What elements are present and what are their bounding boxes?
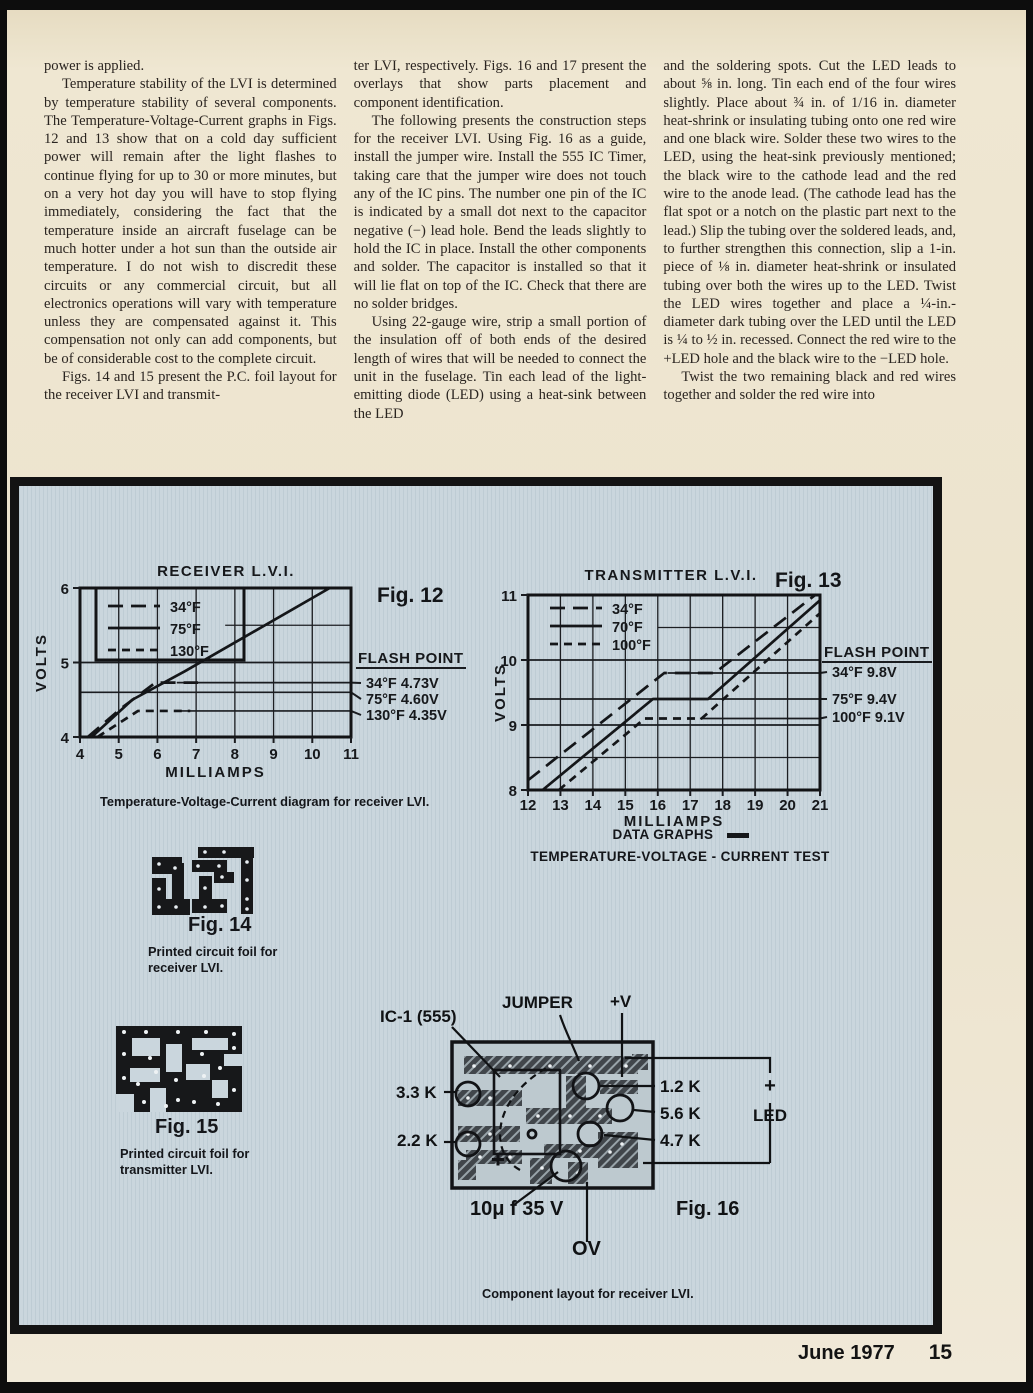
r56-label: 5.6 K <box>660 1104 701 1123</box>
paragraph: The following presents the construction steps for the receiver LVI. Using Fig. 16 as a guide, install the jumper wire. Install the 555 IC Timer, taking care that the jumper wire does not touch any of the IC pins. The number one pin of the IC is indicated by a small dot next to the capacitor negative (−) lead hole. Bend the leads slightly to hold the IC in place. Install the other components and solder. The capacitor is installed so that it will lie flat on top of the IC. Check that there are no solder bridges. <box>353 112 647 312</box>
series-line <box>543 600 820 790</box>
fig15-pcb-foil <box>116 1026 244 1114</box>
page-edge-top <box>0 0 1033 10</box>
x-tick-label: 11 <box>343 746 359 763</box>
fig14-label: Fig. 14 <box>188 914 252 936</box>
paragraph: Using 22-gauge wire, strip a small portion of the insulation off of both ends of the desired length of wires that will be needed to connect the unit in the fuselage. Tin each lead of the light-emitting diode (LED) using a heat-sink between the LED <box>353 314 647 422</box>
x-tick-label: 13 <box>552 797 569 814</box>
foil-traces <box>152 847 254 915</box>
fig12-caption: Temperature-Voltage-Current diagram for receiver LVI. <box>100 794 430 809</box>
r12-label: 1.2 K <box>660 1077 701 1096</box>
article-column-3 <box>663 57 956 423</box>
x-tick-label: 21 <box>811 797 829 814</box>
x-tick-label: 19 <box>746 797 764 814</box>
y-tick-label: 11 <box>501 588 517 605</box>
issue-date: June 1977 <box>798 1342 895 1364</box>
x-tick-label: 10 <box>303 746 321 763</box>
temp-test-label: TEMPERATURE-VOLTAGE - CURRENT TEST <box>530 849 830 864</box>
paragraph: and the soldering spots. Cut the LED leads to about ⅝ in. long. Tin each end of the four wires slightly. Place about ¾ in. of 1/16 in. diameter heat-shrink or insulating tubing onto one red wire and one black wire. Solder these two wires to the LED, using the heat-sink previously mentioned; the black wire to the cathode lead and the red wire to the anode lead. (The cathode lead has the flat spot or a notch on the plastic part next to the lead.) Slip the tubing over the soldered leads, and, to further strengthen this connection, slip a 1-in. piece of ⅛ in. diameter heat-shrink or insulated tubing over both the wires up to the LED. Twist the LED wires together and place a ¼-in.-diameter dark tubing over the LED until the LED is ¼ to ½ in. recessed. Connect the red wire to the +LED hole and the black wire to the −LED hole. <box>663 58 957 367</box>
legend-label: 34°F <box>612 602 643 618</box>
y-tick-label: 9 <box>508 718 517 735</box>
page-edge-left <box>0 0 7 1393</box>
ov-label: OV <box>572 1238 601 1260</box>
y-axis-label: VOLTS <box>492 663 509 722</box>
data-graphs-label <box>581 827 781 842</box>
article-column-2 <box>354 57 647 423</box>
led-plus-label: + <box>764 1075 776 1097</box>
article-column-1 <box>44 57 337 423</box>
chart-title: TRANSMITTER L.V.I. <box>584 567 758 584</box>
x-tick-label: 9 <box>269 746 278 763</box>
flash-point-entry: 34°F 4.73V <box>366 676 439 692</box>
legend-label: 130°F <box>170 644 209 660</box>
flash-point-title: FLASH POINT <box>824 644 930 661</box>
x-tick-label: 17 <box>681 797 699 814</box>
paragraph: Figs. 14 and 15 present the P.C. foil layout for the receiver LVI and transmit- <box>44 369 337 404</box>
article-columns <box>44 57 956 423</box>
fig-number-label: Fig. 12 <box>377 584 444 607</box>
x-tick-label: 14 <box>584 797 602 814</box>
paragraph: power is applied. <box>44 58 145 74</box>
r33-label: 3.3 K <box>396 1083 437 1102</box>
series-line <box>528 595 815 780</box>
series-line <box>559 613 820 790</box>
y-tick-label: 8 <box>508 783 517 800</box>
legend-label: 100°F <box>612 638 651 654</box>
x-tick-label: 12 <box>519 797 537 814</box>
led-label: LED <box>753 1106 787 1125</box>
page-number: 15 <box>928 1341 953 1364</box>
flash-point-entry: 34°F 9.8V <box>832 665 897 681</box>
paragraph: Temperature stability of the LVI is determined by temperature stability of several components. The Temperature-Voltage-Current graphs in Figs. 12 and 13 show that on a cold day sufficient power will remain after the light flashes to continue flying for up to 30 or more minutes, but on a very hot day you will have to stop flying immediately, considering the fact that the temperature inside an aircraft fuselage can be much hotter under a hot sun than the outside air temperature. I do not wish to discredit these circuits or any commercial circuit, but all electronics operations will vary with temperature unless they are compensated against it. This compensation not only can add components, but be of considerable cost to the complete circuit. <box>44 76 337 367</box>
y-tick-label: 5 <box>60 655 69 673</box>
flash-point-entry: 75°F 9.4V <box>832 692 897 708</box>
y-tick-label: 4 <box>60 730 69 747</box>
x-tick-label: 18 <box>714 797 732 814</box>
fig16-caption: Component layout for receiver LVI. <box>482 1286 694 1301</box>
y-tick-label: 6 <box>60 581 69 598</box>
fig15-label: Fig. 15 <box>155 1116 219 1138</box>
page-edge-bottom <box>0 1382 1033 1393</box>
x-tick-label: 4 <box>75 746 85 763</box>
fig13-transmitter-lvi-chart <box>492 560 940 860</box>
ic-label: IC-1 (555) <box>380 1007 457 1026</box>
flash-point-entry: 100°F 9.1V <box>832 710 905 726</box>
x-axis-label: MILLIAMPS <box>623 813 725 830</box>
fig15-caption: Printed circuit foil for transmitter LVI. <box>120 1146 250 1177</box>
x-tick-label: 8 <box>230 746 240 763</box>
flash-point-entry: 130°F 4.35V <box>366 708 447 724</box>
legend-label: 75°F <box>170 622 201 638</box>
page-edge-right <box>1026 0 1033 1393</box>
chart-title: RECEIVER L.V.I. <box>157 563 295 580</box>
dash-icon <box>727 833 749 838</box>
x-tick-label: 20 <box>779 797 796 814</box>
x-tick-label: 7 <box>191 746 201 763</box>
page-footer <box>798 1341 952 1365</box>
plus-v-label: +V <box>610 992 632 1011</box>
paragraph: ter LVI, respectively. Figs. 16 and 17 present the overlays that show parts placement and component identification. <box>353 58 647 111</box>
x-tick-label: 6 <box>153 746 162 763</box>
fig16-label: Fig. 16 <box>676 1198 740 1220</box>
jumper-label: JUMPER <box>502 993 573 1012</box>
series-line <box>97 711 190 737</box>
x-tick-label: 16 <box>649 797 667 814</box>
capacitor-label: 10μ f 35 V <box>470 1198 564 1220</box>
x-tick-label: 15 <box>616 797 634 814</box>
flash-point-title: FLASH POINT <box>358 650 464 667</box>
fig12-receiver-lvi-chart <box>30 550 475 802</box>
legend-label: 70°F <box>612 620 643 636</box>
fig14-pcb-foil <box>152 847 267 917</box>
legend-label: 34°F <box>170 600 201 616</box>
paragraph: Twist the two remaining black and red wires together and solder the red wire into <box>663 369 957 404</box>
r22-label: 2.2 K <box>397 1131 438 1150</box>
fig-number-label: Fig. 13 <box>775 569 842 592</box>
y-axis-label: VOLTS <box>33 633 50 692</box>
x-tick-label: 5 <box>114 746 123 763</box>
x-axis-label: MILLIAMPS <box>165 764 266 781</box>
fig16-component-layout <box>360 985 860 1310</box>
data-graphs-text: DATA GRAPHS <box>612 827 714 842</box>
r47-label: 4.7 K <box>660 1131 701 1150</box>
y-tick-label: 10 <box>500 653 517 670</box>
flash-point-entry: 75°F 4.60V <box>366 692 439 708</box>
fig14-caption: Printed circuit foil for receiver LVI. <box>148 944 278 975</box>
